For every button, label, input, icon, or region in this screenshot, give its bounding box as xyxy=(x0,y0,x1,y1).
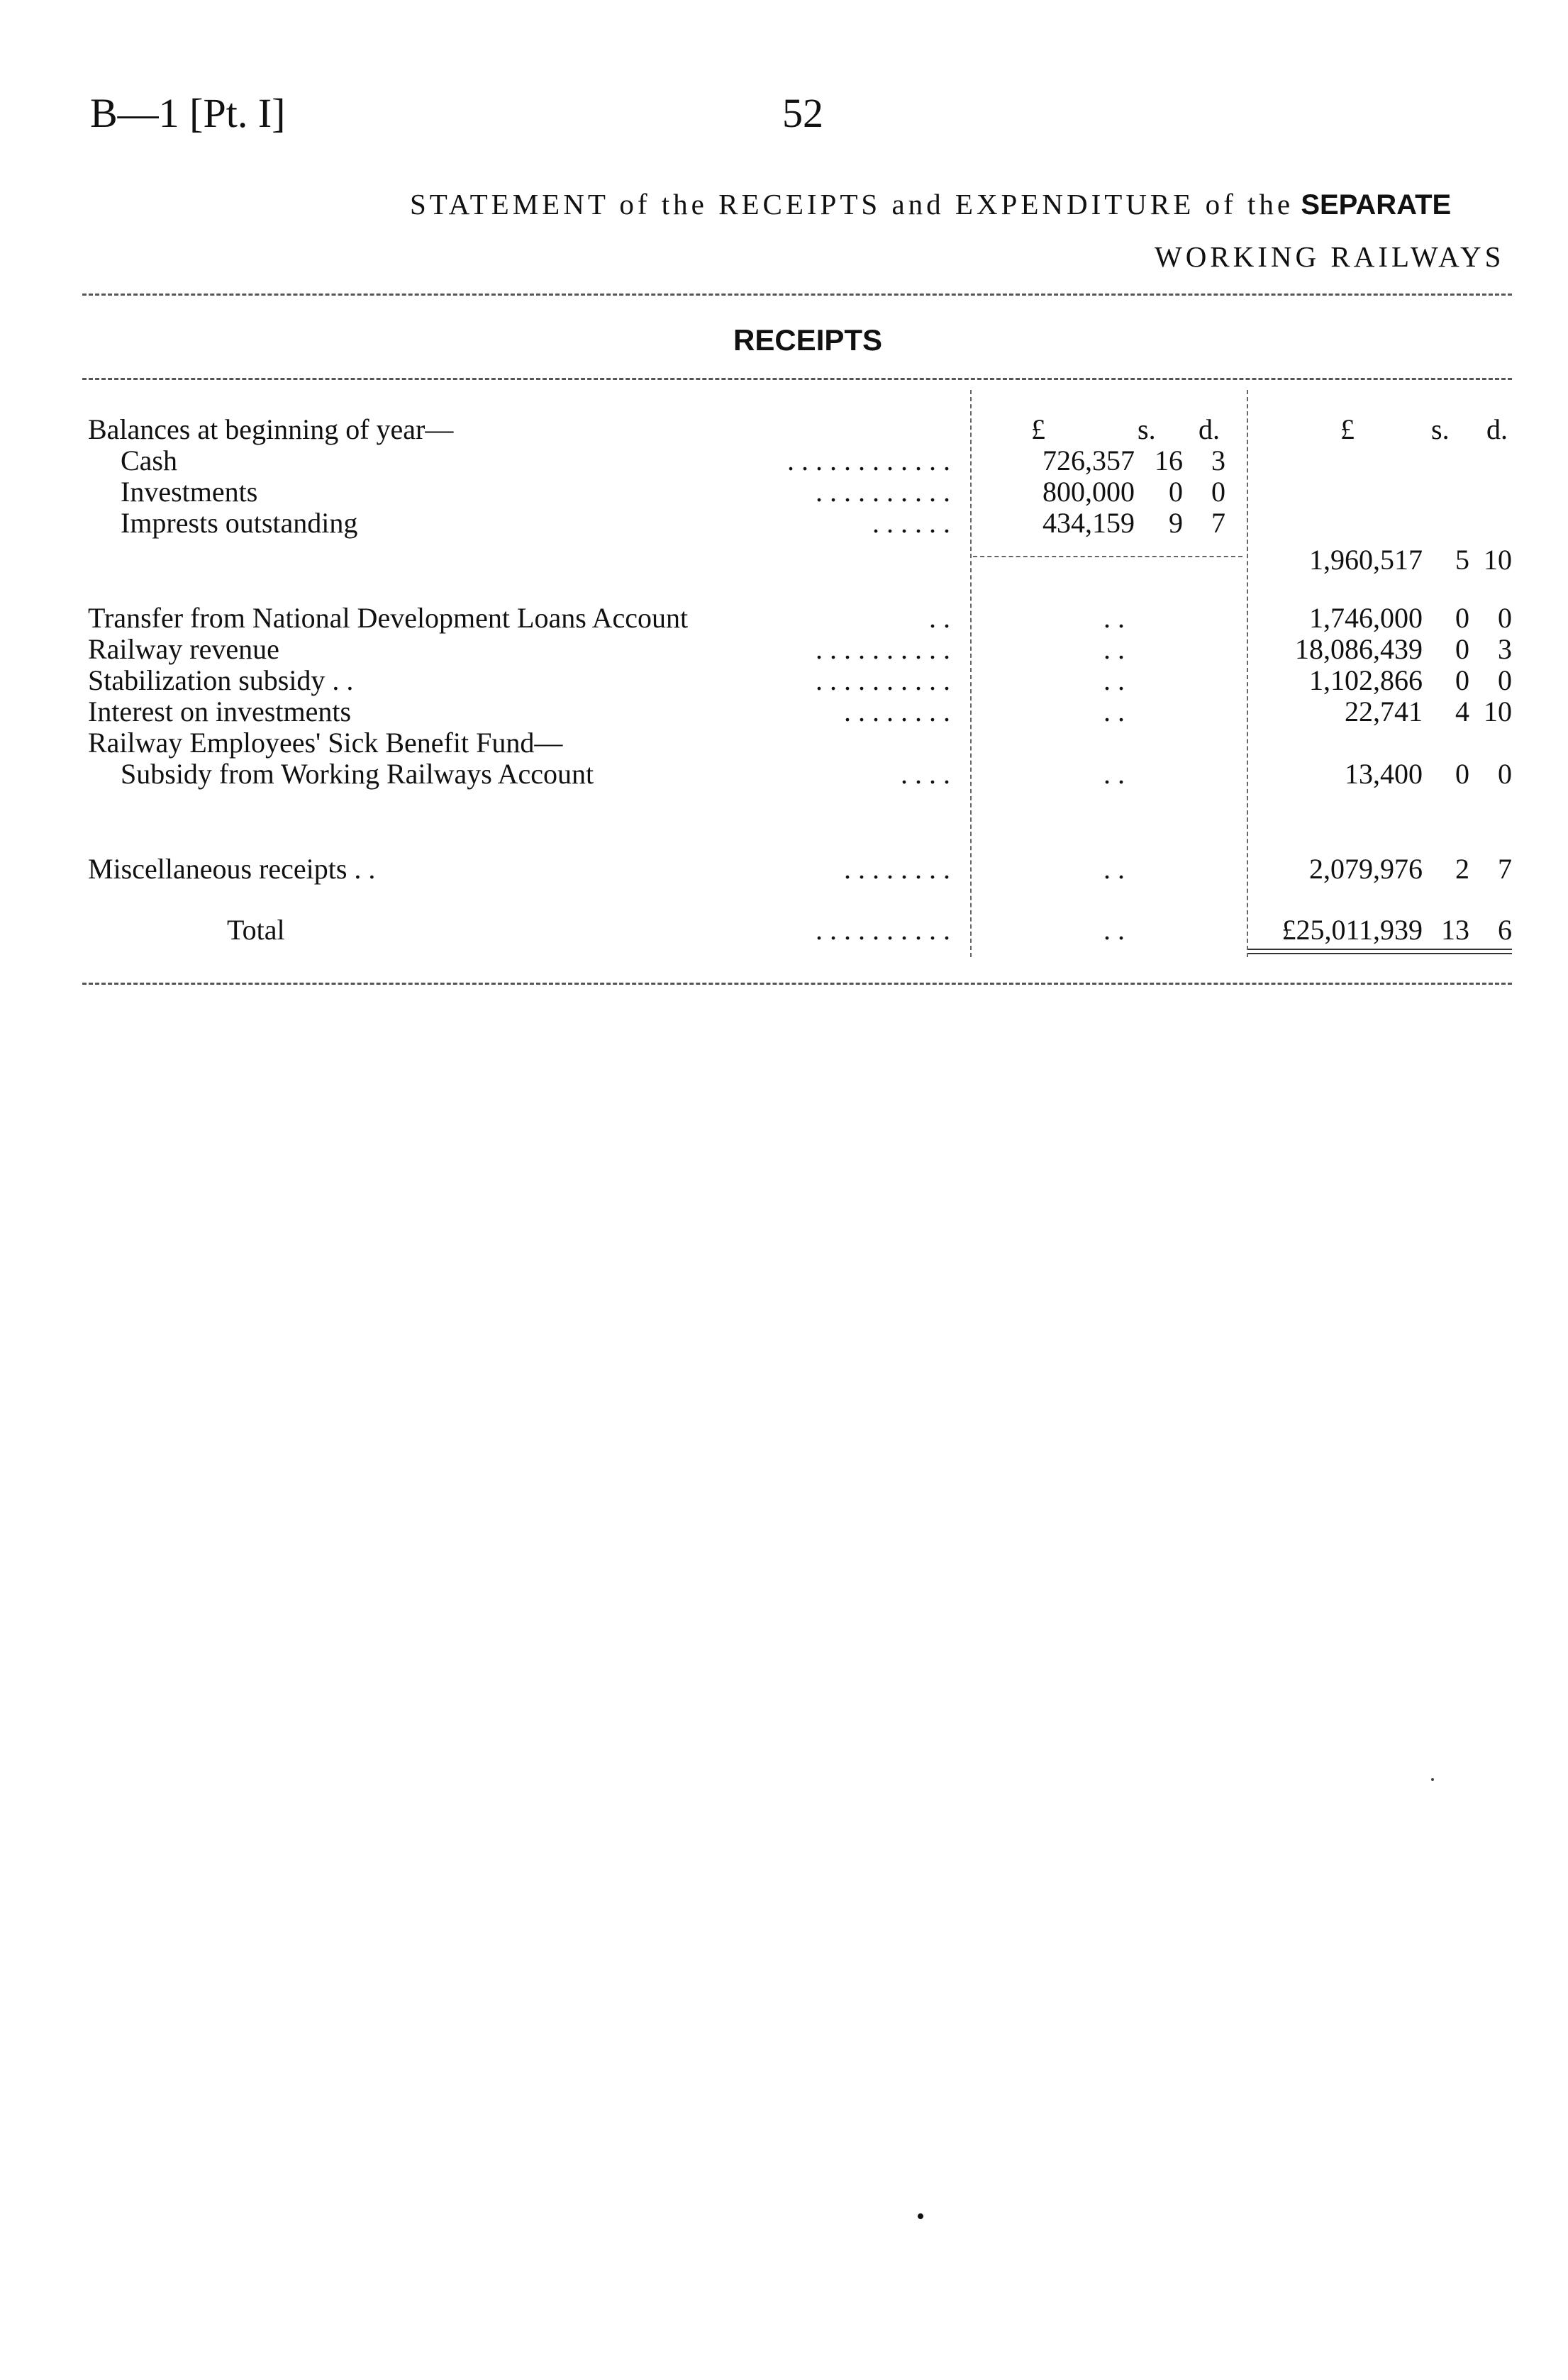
total-shillings: 13 xyxy=(1441,914,1469,946)
row-shillings-transfer: 0 xyxy=(1455,602,1469,634)
balance-pounds-imprests: 434,159 xyxy=(1042,507,1135,539)
balance-shillings-cash: 16 xyxy=(1155,445,1183,476)
balance-pence-investments: 0 xyxy=(1211,476,1225,508)
balance-pounds-investments: 800,000 xyxy=(1042,476,1135,508)
total-pounds: £25,011,939 xyxy=(1281,914,1423,946)
balance-pounds-cash: 726,357 xyxy=(1042,445,1135,476)
row-label-transfer: Transfer from National Development Loans Account xyxy=(88,602,689,634)
col-header-pounds-1: £ xyxy=(1031,413,1045,445)
balances-heading: Balances at beginning of year— xyxy=(88,413,454,445)
balances-total-shillings: 5 xyxy=(1455,544,1469,576)
row-pounds-sick-fund: 13,400 xyxy=(1345,758,1423,790)
col-header-shillings-2: s. xyxy=(1431,413,1450,445)
leader-dots: . . xyxy=(929,602,950,634)
leader-dots: . . . . . . . . . . xyxy=(816,664,950,696)
mid-dots: . . xyxy=(1103,664,1125,696)
row-pence-interest: 10 xyxy=(1484,695,1512,727)
row-pence-stabilization: 0 xyxy=(1498,664,1512,696)
leader-dots: . . . . . . . . . . . . xyxy=(787,445,950,476)
mid-dots: . . xyxy=(1103,695,1125,727)
balance-shillings-investments: 0 xyxy=(1169,476,1183,508)
row-pence-transfer: 0 xyxy=(1498,602,1512,634)
balances-total-pence: 10 xyxy=(1484,544,1512,576)
leader-dots: . . . . . . xyxy=(872,507,950,539)
leader-dots: . . . . . . . . . . xyxy=(816,476,950,508)
divider xyxy=(82,294,1512,296)
leader-dots: . . . . . . . . . . xyxy=(816,633,950,665)
mid-dots: . . xyxy=(1103,633,1125,665)
row-pounds-railway-revenue: 18,086,439 xyxy=(1295,633,1423,665)
row-shillings-railway-revenue: 0 xyxy=(1455,633,1469,665)
row-label-stabilization: Stabilization subsidy . . xyxy=(88,664,354,696)
mid-dots: . . xyxy=(1103,853,1125,885)
scan-speck xyxy=(918,2213,923,2219)
row-shillings-interest: 4 xyxy=(1455,695,1469,727)
subtotal-rule xyxy=(973,556,1242,557)
row-pounds-misc: 2,079,976 xyxy=(1309,853,1423,885)
leader-dots: . . . . . . . . xyxy=(844,695,950,727)
document-reference: B—1 [Pt. I] xyxy=(90,90,286,136)
row-shillings-sick-fund: 0 xyxy=(1455,758,1469,790)
balance-pence-imprests: 7 xyxy=(1211,507,1225,539)
leader-dots: . . . . . . . . xyxy=(844,853,950,885)
row-label-railway-revenue: Railway revenue xyxy=(88,633,279,665)
balances-total-pounds: 1,960,517 xyxy=(1309,544,1423,576)
statement-subtitle: WORKING RAILWAYS xyxy=(1155,240,1505,273)
leader-dots: . . . . xyxy=(901,758,950,790)
scan-speck xyxy=(1431,1778,1434,1781)
balance-pence-cash: 3 xyxy=(1211,445,1225,476)
row-pence-sick-fund: 0 xyxy=(1498,758,1512,790)
page-number: 52 xyxy=(782,90,823,136)
balance-label-imprests: Imprests outstanding xyxy=(121,507,358,539)
row-pence-misc: 7 xyxy=(1498,853,1512,885)
balance-label-cash: Cash xyxy=(121,445,177,476)
col-header-pence-1: d. xyxy=(1199,413,1220,445)
row-label-interest: Interest on investments xyxy=(88,695,352,727)
col-header-pounds-2: £ xyxy=(1340,413,1355,445)
total-label: Total xyxy=(227,914,285,946)
section-heading: RECEIPTS xyxy=(733,323,883,357)
statement-title-bold: SEPARATE xyxy=(1301,189,1452,220)
row-label-sick-fund-subsidy: Subsidy from Working Railways Account xyxy=(121,758,594,790)
leader-dots: . . . . . . . . . . xyxy=(816,914,950,946)
balance-label-investments: Investments xyxy=(121,476,258,508)
mid-dots: . . xyxy=(1103,602,1125,634)
divider xyxy=(82,983,1512,985)
row-pounds-transfer: 1,746,000 xyxy=(1309,602,1423,634)
row-pounds-stabilization: 1,102,866 xyxy=(1309,664,1423,696)
row-pounds-interest: 22,741 xyxy=(1345,695,1423,727)
row-shillings-stabilization: 0 xyxy=(1455,664,1469,696)
total-pence: 6 xyxy=(1498,914,1512,946)
total-underline xyxy=(1248,949,1512,950)
statement-title xyxy=(410,189,1451,220)
row-label-sick-fund: Railway Employees' Sick Benefit Fund— xyxy=(88,727,563,759)
row-label-misc: Miscellaneous receipts . . xyxy=(88,853,376,885)
statement-title-prefix: STATEMENT of the RECEIPTS and EXPENDITURE of the xyxy=(410,188,1294,220)
row-pence-railway-revenue: 3 xyxy=(1498,633,1512,665)
balance-shillings-imprests: 9 xyxy=(1169,507,1183,539)
col-header-pence-2: d. xyxy=(1486,413,1508,445)
total-underline xyxy=(1248,953,1512,954)
column-divider xyxy=(970,390,972,957)
row-shillings-misc: 2 xyxy=(1455,853,1469,885)
mid-dots: . . xyxy=(1103,914,1125,946)
divider xyxy=(82,378,1512,380)
col-header-shillings-1: s. xyxy=(1138,413,1156,445)
mid-dots: . . xyxy=(1103,758,1125,790)
